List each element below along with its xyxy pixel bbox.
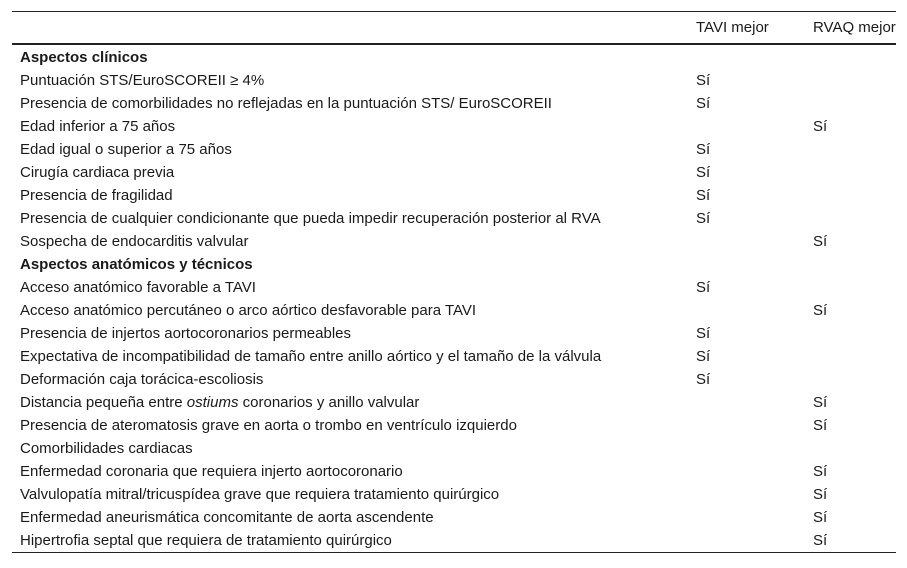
table-row: [12, 299, 896, 322]
rvaq-cell: [800, 44, 896, 69]
tavi-cell: [684, 299, 800, 322]
row-label-text: coronarios y anillo valvular: [238, 394, 420, 411]
tavi-cell: [684, 460, 800, 483]
table-row: [12, 345, 896, 368]
tavi-cell: Sí: [696, 164, 711, 181]
table-row: [12, 138, 896, 161]
table-row: [12, 529, 896, 553]
table-row: [12, 483, 896, 506]
rvaq-cell: Sí: [813, 118, 828, 135]
tavi-cell: [684, 115, 800, 138]
row-label: Deformación caja torácica-escoliosis: [20, 371, 264, 388]
row-label-emphasis: ostiums: [186, 394, 239, 411]
section-header-row: [12, 44, 896, 69]
rvaq-cell: Sí: [813, 486, 828, 503]
table-row: [12, 161, 896, 184]
comparison-table: [12, 11, 896, 553]
row-label-text: Distancia pequeña entre: [20, 394, 187, 411]
tavi-cell: [684, 414, 800, 437]
table-row: [12, 322, 896, 345]
row-label: [12, 391, 684, 414]
table-row: [12, 69, 896, 92]
section-title: Aspectos anatómicos y técnicos: [20, 256, 253, 273]
row-label: Acceso anatómico percutáneo o arco aórtico desfavorable para TAVI: [20, 302, 477, 319]
row-label: Edad igual o superior a 75 años: [20, 141, 232, 158]
table-row: [12, 207, 896, 230]
tavi-cell: Sí: [696, 187, 711, 204]
rvaq-cell: [800, 184, 896, 207]
row-label: Presencia de cualquier condicionante que pueda impedir recuperación posterior al RVA: [20, 210, 601, 227]
table-header-row: [12, 12, 896, 45]
tavi-cell: [684, 529, 800, 553]
rvaq-cell: [800, 161, 896, 184]
tavi-cell: Sí: [696, 348, 711, 365]
tavi-cell: Sí: [696, 72, 711, 89]
rvaq-cell: [800, 345, 896, 368]
tavi-cell: [684, 506, 800, 529]
rvaq-cell: [800, 207, 896, 230]
row-label: Enfermedad aneurismática concomitante de aorta ascendente: [20, 509, 434, 526]
rvaq-cell: [800, 276, 896, 299]
table-row: [12, 437, 896, 460]
tavi-cell: Sí: [696, 210, 711, 227]
rvaq-cell: Sí: [813, 233, 828, 250]
tavi-cell: Sí: [696, 371, 711, 388]
comparison-table-container: [12, 11, 896, 553]
row-label: Enfermedad coronaria que requiera injerto aortocoronario: [20, 463, 403, 480]
rvaq-cell: Sí: [813, 394, 828, 411]
row-label: Edad inferior a 75 años: [20, 118, 176, 135]
row-label: Cirugía cardiaca previa: [20, 164, 175, 181]
table-row: [12, 184, 896, 207]
row-label: Presencia de ateromatosis grave en aorta o trombo en ventrículo izquierdo: [20, 417, 517, 434]
row-label: Presencia de fragilidad: [20, 187, 173, 204]
table-row: [12, 414, 896, 437]
row-label: Presencia de injertos aortocoronarios permeables: [20, 325, 352, 342]
rvaq-cell: [800, 437, 896, 460]
tavi-cell: [684, 253, 800, 276]
rvaq-cell: Sí: [813, 302, 828, 319]
table-row: [12, 92, 896, 115]
table-row: [12, 115, 896, 138]
rvaq-cell: Sí: [813, 463, 828, 480]
table-row: [12, 368, 896, 391]
row-label: Valvulopatía mitral/tricuspídea grave que requiera tratamiento quirúrgico: [20, 486, 500, 503]
tavi-cell: Sí: [696, 279, 711, 296]
tavi-cell: [684, 483, 800, 506]
rvaq-cell: [800, 92, 896, 115]
tavi-cell: Sí: [696, 95, 711, 112]
header-tavi: TAVI mejor: [696, 19, 769, 36]
tavi-cell: [684, 437, 800, 460]
section-title: Aspectos clínicos: [20, 49, 148, 66]
table-body: [12, 44, 896, 553]
tavi-cell: [684, 391, 800, 414]
tavi-cell: [684, 230, 800, 253]
rvaq-cell: Sí: [813, 509, 828, 526]
rvaq-cell: [800, 138, 896, 161]
row-label: Sospecha de endocarditis valvular: [20, 233, 249, 250]
row-label: Hipertrofia septal que requiera de tratamiento quirúrgico: [20, 532, 392, 549]
table-row: [12, 276, 896, 299]
rvaq-cell: [800, 322, 896, 345]
table-row: [12, 230, 896, 253]
rvaq-cell: [800, 253, 896, 276]
row-label: Comorbilidades cardiacas: [20, 440, 193, 457]
row-label: Presencia de comorbilidades no reflejadas en la puntuación STS/ EuroSCOREII: [20, 95, 552, 112]
tavi-cell: Sí: [696, 325, 711, 342]
row-label: Acceso anatómico favorable a TAVI: [20, 279, 256, 296]
section-header-row: [12, 253, 896, 276]
rvaq-cell: Sí: [813, 417, 828, 434]
rvaq-cell: Sí: [813, 532, 828, 549]
row-label: Expectativa de incompatibilidad de tamaño entre anillo aórtico y el tamaño de la válvula: [20, 348, 602, 365]
tavi-cell: [684, 44, 800, 69]
tavi-cell: Sí: [696, 141, 711, 158]
rvaq-cell: [800, 368, 896, 391]
table-row: [12, 460, 896, 483]
table-row: [12, 391, 896, 414]
header-criteria: [12, 12, 684, 45]
header-rvaq: RVAQ mejor: [813, 19, 896, 36]
row-label: Puntuación STS/EuroSCOREII ≥ 4%: [20, 72, 265, 89]
rvaq-cell: [800, 69, 896, 92]
table-row: [12, 506, 896, 529]
